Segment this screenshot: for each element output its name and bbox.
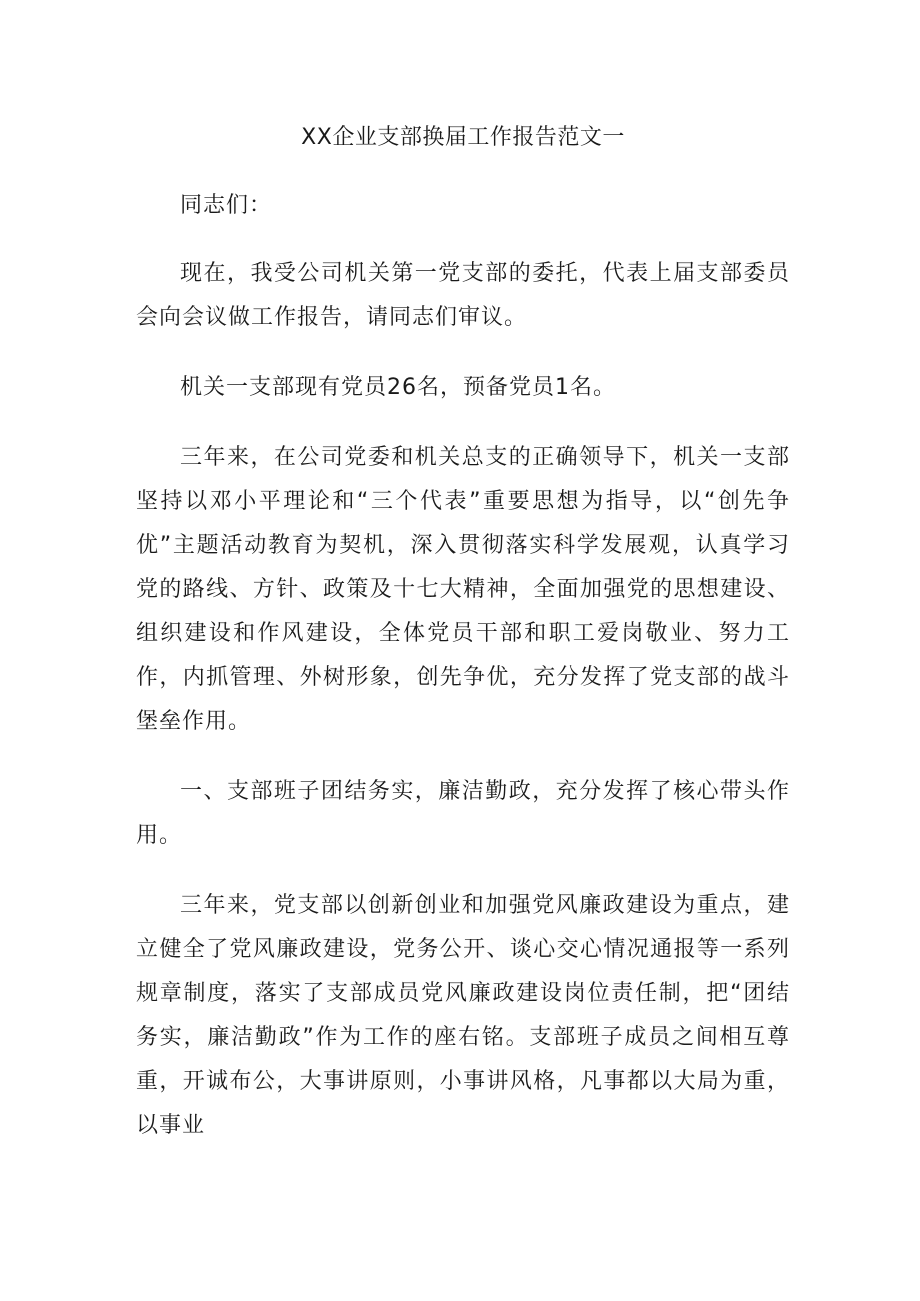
paragraph-greeting: 同志们： bbox=[180, 193, 273, 218]
paragraph-section-1: 三年来，党支部以创新创业和加强党风廉政建设为重点，建立健全了党风廉政建设，党务公开、谈心交心情况通报等一系列规章制度，落实了支部成员党风廉政建设岗位责任制，把“团结务实，廉洁勤政”作为工作的座右铭。支部班子成员之间相互尊重，开诚布公，大事讲原则，小事讲风格，凡事都以大局为重，以事业 bbox=[136, 893, 790, 1138]
section-heading-1: 一、支部班子团结务实，廉洁勤政，充分发挥了核心带头作用。 bbox=[136, 779, 790, 848]
paragraph-membership: 机关一支部现有党员26名，预备党员1名。 bbox=[180, 375, 616, 400]
paragraph-intro: 现在，我受公司机关第一党支部的委托，代表上届支部委员会向会议做工作报告，请同志们审议。 bbox=[136, 261, 790, 330]
document-body bbox=[136, 122, 790, 1174]
paragraph-overview: 三年来，在公司党委和机关总支的正确领导下，机关一支部坚持以邓小平理论和“三个代表”重要思想为指导，以“创先争优”主题活动教育为契机，深入贯彻落实科学发展观，认真学习党的路线、方针、政策及十七大精神，全面加强党的思想建设、组织建设和作风建设，全体党员干部和职工爱岗敬业、努力工作，内抓管理、外树形象，创先争优，充分发挥了党支部的战斗堡垒作用。 bbox=[136, 445, 790, 734]
document-title: XX企业支部换届工作报告范文一 bbox=[301, 125, 625, 150]
